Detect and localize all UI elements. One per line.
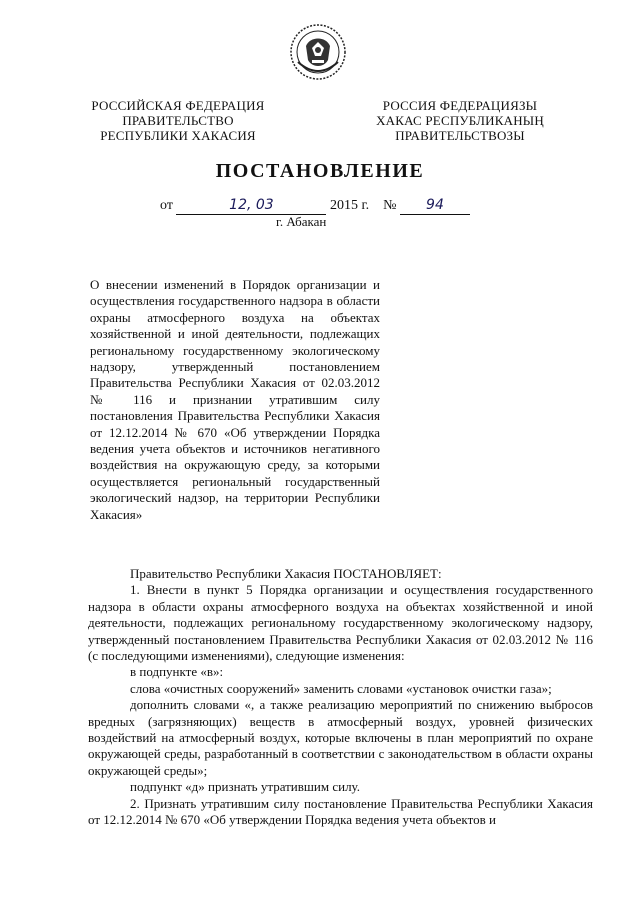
year-label: 2015 г. — [329, 198, 370, 213]
body-paragraph: дополнить словами «, а также реализацию мероприятий по снижению выбросов вредных (загрязняющих) веществ в атмосферный воздух, уровней физических воздействий на атмосферный воздух, которые включены в план мероприятий по охране окружающей среды, разработанный в соответствии с законодательством в области охраны окружающей среды»; — [88, 697, 593, 778]
header-left-line: ПРАВИТЕЛЬСТВО — [122, 113, 234, 128]
subject-text: О внесении изменений в Порядок организации и осуществления государственного надзора в области охраны атмосферного воздуха на объектах хозяйственной и иной деятельности, подлежащих региональному государственному экологическому надзору, утвержденный постановлением Правительства Республики Хакасия от 02.03.2012 № 116 и признании утратившим силу постановления Правительства Республики Хакасия от 12.12.2014 № 670 «Об утверждении Порядка ведения учета объектов и источников негативного воздействия на окружающую среду, за которыми осуществляется региональный государственный экологический надзор, на территории Республики Хакасия» — [90, 277, 380, 522]
header-right-line: РОССИЯ ФЕДЕРАЦИЯЗЫ — [382, 98, 538, 113]
number-handwritten: 94 — [426, 197, 444, 213]
number-field — [400, 197, 470, 215]
body-paragraph: в подпункте «в»: — [130, 664, 224, 680]
number-label: № — [383, 198, 397, 213]
date-handwritten: 12, 03 — [229, 197, 274, 213]
body-paragraph: слова «очистных сооружений» заменить словами «установок очистки газа»; — [130, 680, 552, 696]
body-paragraph: 2. Признать утратившим силу постановление Правительства Республики Хакасия от 12.12.2014 № 670 «Об утверждении Порядка ведения учета объектов и — [88, 795, 593, 828]
coat-of-arms-khakassia-icon — [288, 22, 348, 82]
date-number-line — [160, 197, 470, 215]
body-paragraph: 1. Внести в пункт 5 Порядка организации и осуществления государственного надзора в области охраны атмосферного воздуха на объектах хозяйственной и иной деятельности, подлежащих региональному государственному экологическому надзору, утвержденный постановлением Правительства Республики Хакасия от 02.03.2012 № 116 (с последующими изменениями), следующие изменения: — [88, 582, 593, 664]
header-right-line: ХАКАС РЕСПУБЛИКАНЫҢ — [376, 113, 544, 128]
date-field — [176, 197, 326, 215]
date-prefix: от — [160, 198, 173, 213]
header-right-block — [370, 98, 550, 143]
header-right-line: ПРАВИТЕЛЬСТВОЗЫ — [395, 128, 525, 143]
header-left-line: РЕСПУБЛИКИ ХАКАСИЯ — [100, 128, 256, 143]
subject-block — [90, 277, 380, 523]
body-paragraph: подпункт «д» признать утратившим силу. — [130, 779, 361, 795]
body-paragraph: Правительство Республики Хакасия ПОСТАНОВЛЯЕТ: — [130, 566, 442, 581]
city-label: г. Абакан — [276, 214, 327, 229]
header-left-block — [88, 98, 268, 143]
document-title: ПОСТАНОВЛЕНИЕ — [215, 160, 425, 182]
header-left-line: РОССИЙСКАЯ ФЕДЕРАЦИЯ — [91, 98, 265, 113]
body-text — [88, 566, 593, 829]
